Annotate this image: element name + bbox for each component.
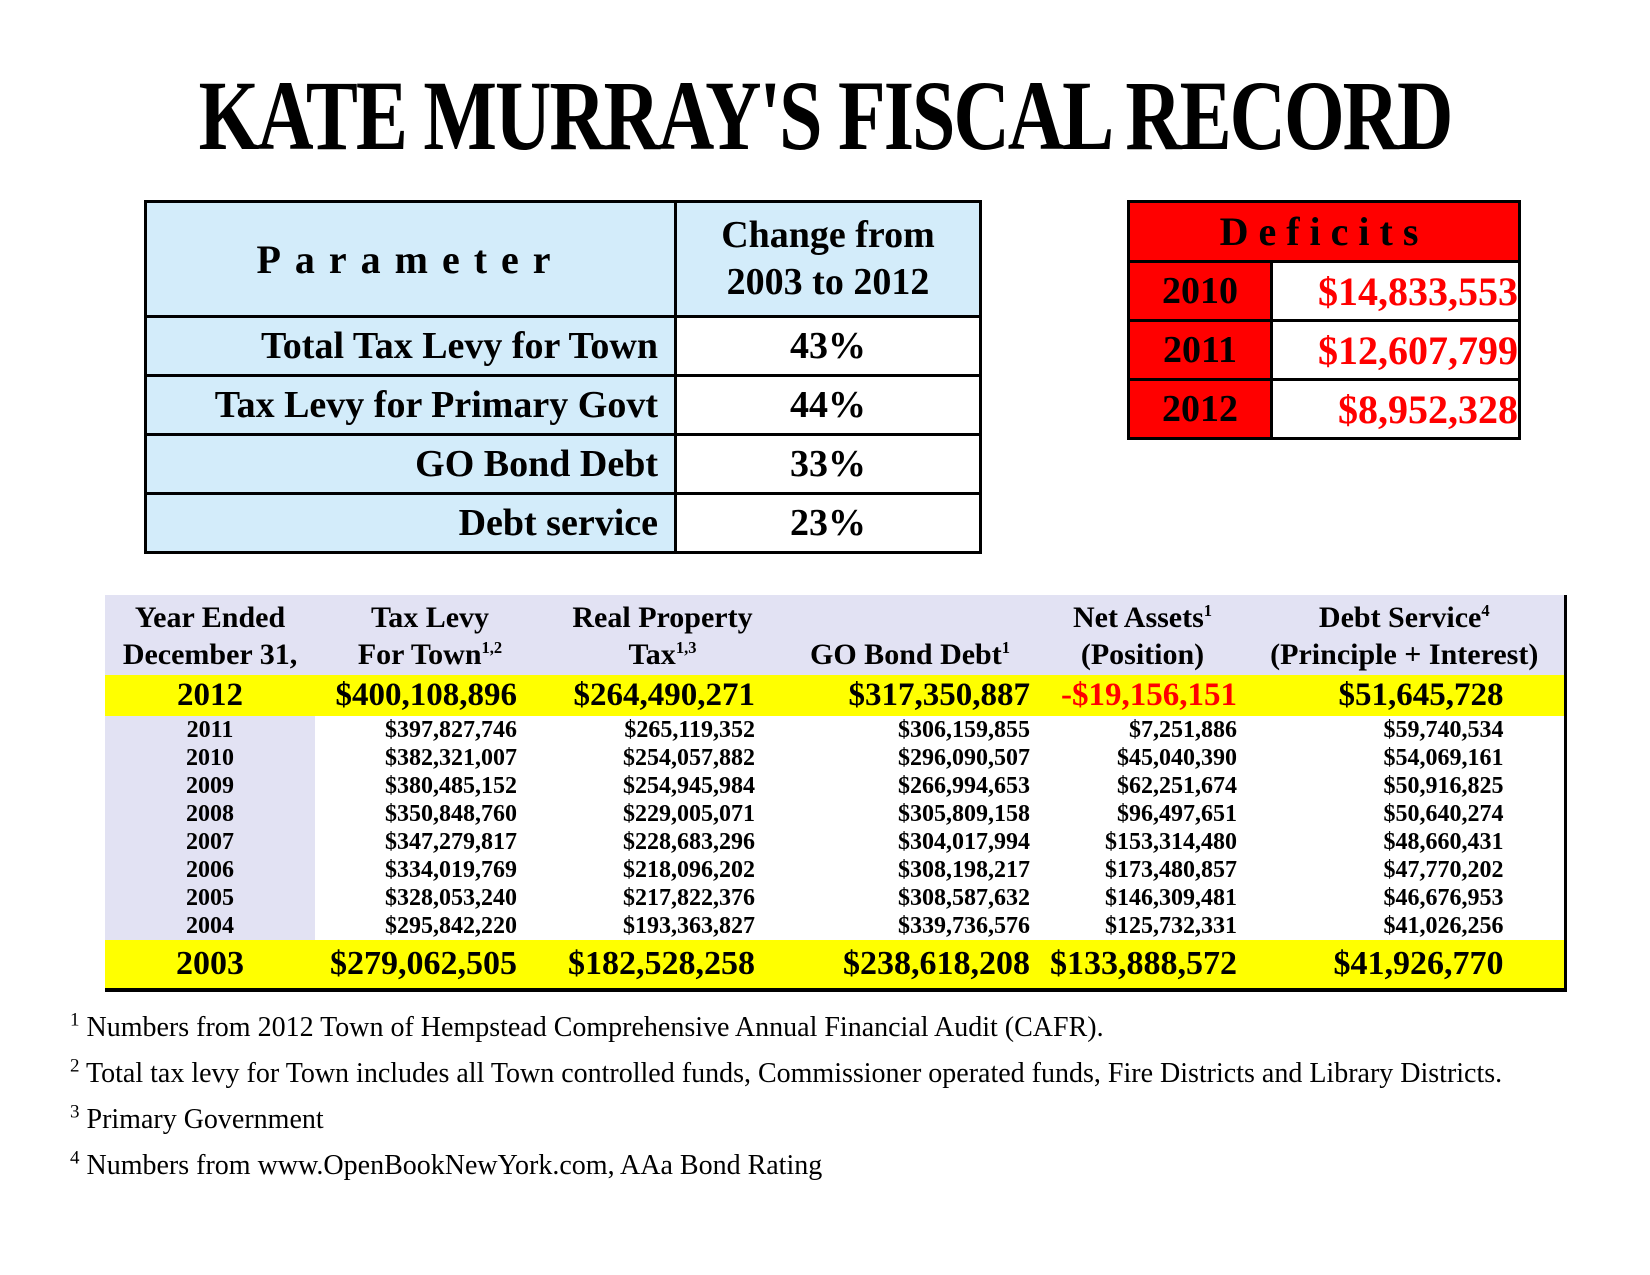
- col-header-tax-levy: Tax Levy For Town$^{1,2}$: [315, 595, 545, 675]
- go-bond-debt-cell: $266,994,653: [780, 772, 1040, 800]
- deficits-table: [1127, 200, 1521, 440]
- fiscal-row-2004: [105, 912, 1565, 940]
- col-header-year-ended: Year Ended December 31,: [105, 595, 315, 675]
- footnote-4: $^4$ Numbers from www.OpenBookNewYork.com, AAa Bond Rating: [70, 1147, 823, 1181]
- change-header-cell: [676, 202, 981, 317]
- tax-levy-cell: $279,062,505: [315, 940, 545, 990]
- fiscal-row-2010: [105, 744, 1565, 772]
- fiscal-row-2006: [105, 856, 1565, 884]
- debt-service-cell: $48,660,431: [1245, 828, 1565, 856]
- deficit-year: 2012: [1129, 380, 1272, 439]
- parameter-label: Total Tax Levy for Town: [146, 317, 676, 376]
- col-header-real-property-tax: Real Property Tax$^{1,3}$: [545, 595, 780, 675]
- fiscal-table-header-row: [105, 595, 1565, 675]
- fiscal-row-2003: [105, 940, 1565, 990]
- deficit-row: [1129, 380, 1520, 439]
- tax-levy-cell: $328,053,240: [315, 884, 545, 912]
- tax-levy-cell: $350,848,760: [315, 800, 545, 828]
- year-cell: 2004: [105, 912, 315, 940]
- page-title: KATE MURRAY'S FISCAL RECORD: [198, 59, 1452, 171]
- parameter-row: [146, 317, 981, 376]
- footnote-3: $^3$ Primary Government: [70, 1101, 324, 1135]
- real-property-tax-cell: $264,490,271: [545, 675, 780, 716]
- net-assets-cell: $133,888,572: [1040, 940, 1245, 990]
- year-cell: 2006: [105, 856, 315, 884]
- parameter-row: [146, 376, 981, 435]
- tax-levy-cell: $382,321,007: [315, 744, 545, 772]
- tax-levy-cell: $400,108,896: [315, 675, 545, 716]
- net-assets-cell: $96,497,651: [1040, 800, 1245, 828]
- tax-levy-cell: $347,279,817: [315, 828, 545, 856]
- footnote-1: $^1$ Numbers from 2012 Town of Hempstead Comprehensive Annual Financial Audit (CAFR).: [70, 1009, 1104, 1043]
- fiscal-row-2009: [105, 772, 1565, 800]
- deficit-value: $14,833,553: [1272, 262, 1520, 321]
- deficit-value: $8,952,328: [1272, 380, 1520, 439]
- deficits-header-row: [1129, 202, 1520, 262]
- year-cell: 2009: [105, 772, 315, 800]
- real-property-tax-cell: $217,822,376: [545, 884, 780, 912]
- real-property-tax-cell: $265,119,352: [545, 716, 780, 744]
- parameter-label: Debt service: [146, 494, 676, 553]
- col-header-debt-service: Debt Service$^4$ (Principle + Interest): [1245, 595, 1565, 675]
- col-header-go-bond-debt: GO Bond Debt$^1$: [780, 595, 1040, 675]
- net-assets-cell: $153,314,480: [1040, 828, 1245, 856]
- net-assets-cell: -$19,156,151: [1040, 675, 1245, 716]
- go-bond-debt-cell: $308,587,632: [780, 884, 1040, 912]
- fiscal-row-2008: [105, 800, 1565, 828]
- deficit-value: $12,607,799: [1272, 321, 1520, 380]
- net-assets-cell: $45,040,390: [1040, 744, 1245, 772]
- real-property-tax-cell: $193,363,827: [545, 912, 780, 940]
- parameter-row: [146, 435, 981, 494]
- year-cell: 2011: [105, 716, 315, 744]
- net-assets-cell: $7,251,886: [1040, 716, 1245, 744]
- go-bond-debt-cell: $304,017,994: [780, 828, 1040, 856]
- year-cell: 2008: [105, 800, 315, 828]
- tax-levy-cell: $334,019,769: [315, 856, 545, 884]
- parameter-value: 23%: [676, 494, 981, 553]
- deficits-title: Deficits: [1129, 202, 1520, 262]
- real-property-tax-cell: $218,096,202: [545, 856, 780, 884]
- real-property-tax-cell: $228,683,296: [545, 828, 780, 856]
- go-bond-debt-cell: $305,809,158: [780, 800, 1040, 828]
- go-bond-debt-cell: $306,159,855: [780, 716, 1040, 744]
- footnotes: [70, 1009, 1503, 1196]
- parameter-label: Tax Levy for Primary Govt: [146, 376, 676, 435]
- real-property-tax-cell: $254,945,984: [545, 772, 780, 800]
- deficit-row: [1129, 262, 1520, 321]
- tax-levy-cell: $397,827,746: [315, 716, 545, 744]
- debt-service-cell: $41,926,770: [1245, 940, 1565, 990]
- parameter-value: 44%: [676, 376, 981, 435]
- debt-service-cell: $51,645,728: [1245, 675, 1565, 716]
- net-assets-cell: $146,309,481: [1040, 884, 1245, 912]
- fiscal-row-2007: [105, 828, 1565, 856]
- year-cell: 2007: [105, 828, 315, 856]
- real-property-tax-cell: $182,528,258: [545, 940, 780, 990]
- go-bond-debt-cell: $317,350,887: [780, 675, 1040, 716]
- year-cell: 2003: [105, 940, 315, 990]
- year-cell: 2005: [105, 884, 315, 912]
- net-assets-cell: $62,251,674: [1040, 772, 1245, 800]
- go-bond-debt-cell: $238,618,208: [780, 940, 1040, 990]
- net-assets-cell: $125,732,331: [1040, 912, 1245, 940]
- real-property-tax-cell: $229,005,071: [545, 800, 780, 828]
- deficit-year: 2010: [1129, 262, 1272, 321]
- go-bond-debt-cell: $308,198,217: [780, 856, 1040, 884]
- parameter-table-header-row: [146, 202, 981, 317]
- debt-service-cell: $41,026,256: [1245, 912, 1565, 940]
- fiscal-data-table: [105, 595, 1567, 992]
- go-bond-debt-cell: $296,090,507: [780, 744, 1040, 772]
- change-header-line1: Change from: [721, 214, 935, 256]
- fiscal-row-2005: [105, 884, 1565, 912]
- deficit-row: [1129, 321, 1520, 380]
- debt-service-cell: $47,770,202: [1245, 856, 1565, 884]
- fiscal-row-2011: [105, 716, 1565, 744]
- year-cell: 2012: [105, 675, 315, 716]
- debt-service-cell: $50,916,825: [1245, 772, 1565, 800]
- deficit-year: 2011: [1129, 321, 1272, 380]
- tax-levy-cell: $295,842,220: [315, 912, 545, 940]
- tax-levy-cell: $380,485,152: [315, 772, 545, 800]
- parameter-label: GO Bond Debt: [146, 435, 676, 494]
- footnote-2: $^2$ Total tax levy for Town includes all Town controlled funds, Commissioner operated funds, Fire Districts and Library Districts.: [70, 1055, 1503, 1089]
- go-bond-debt-cell: $339,736,576: [780, 912, 1040, 940]
- parameter-header-cell: Parameter: [146, 202, 676, 317]
- fiscal-row-2012: [105, 675, 1565, 716]
- parameter-value: 33%: [676, 435, 981, 494]
- debt-service-cell: $59,740,534: [1245, 716, 1565, 744]
- debt-service-cell: $54,069,161: [1245, 744, 1565, 772]
- parameter-row: [146, 494, 981, 553]
- net-assets-cell: $173,480,857: [1040, 856, 1245, 884]
- real-property-tax-cell: $254,057,882: [545, 744, 780, 772]
- col-header-net-assets: Net Assets$^1$ (Position): [1040, 595, 1245, 675]
- change-header-line2: 2003 to 2012: [726, 261, 930, 303]
- debt-service-cell: $46,676,953: [1245, 884, 1565, 912]
- parameter-table: [144, 200, 982, 554]
- year-cell: 2010: [105, 744, 315, 772]
- debt-service-cell: $50,640,274: [1245, 800, 1565, 828]
- parameter-value: 43%: [676, 317, 981, 376]
